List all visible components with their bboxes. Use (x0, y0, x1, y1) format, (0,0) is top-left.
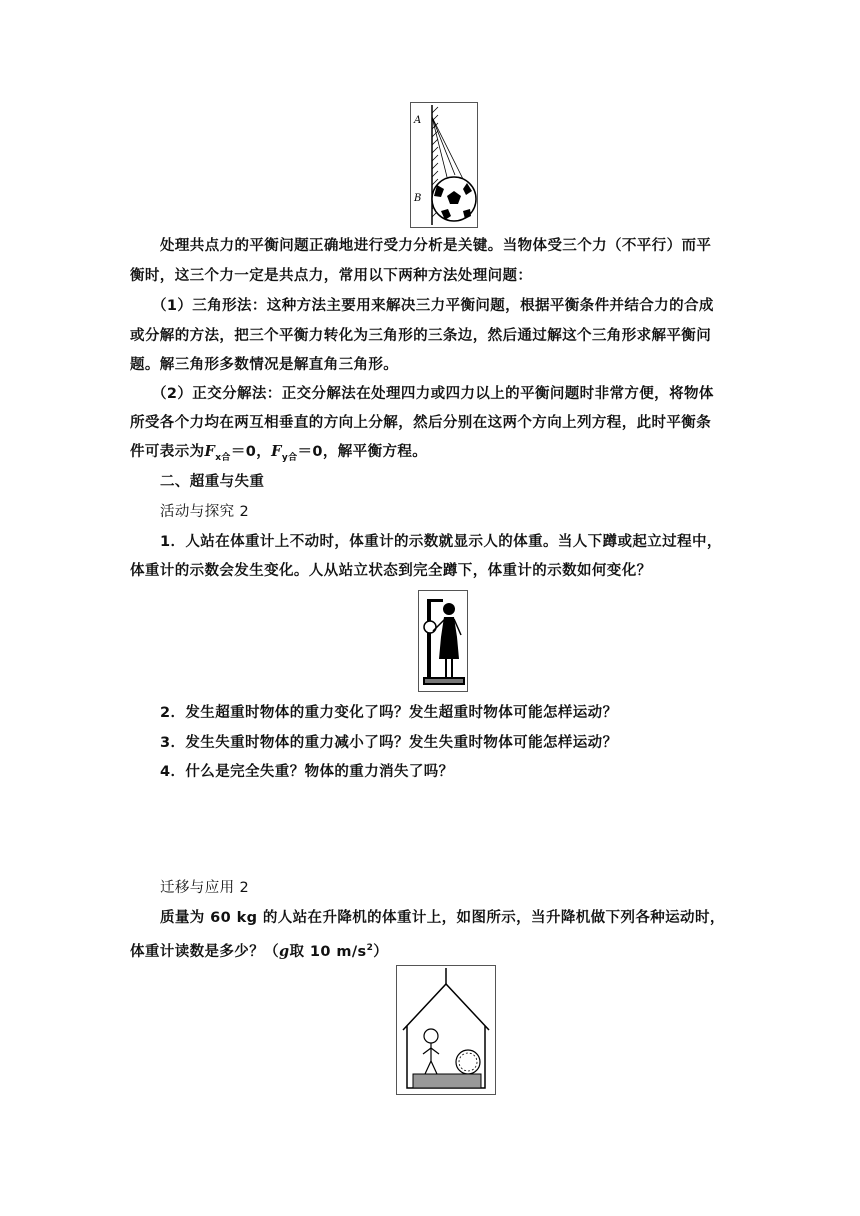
application-line: 质量为 60 kg 的人站在升降机的体重计上，如图所示，当升降机做下列各种运动时， (160, 910, 725, 926)
paragraph-line: （2）正交分解法：正交分解法在处理四力或四力以上的平衡问题时非常方便，将物体 (152, 386, 714, 402)
paragraph-line: 或分解的方法，把三个平衡力转化为三角形的三条边，然后通过解这个三角形求解平衡问 (130, 328, 712, 344)
paragraph-line: 所受各个力均在两互相垂直的方向上分解，然后分别在这两个方向上列方程，此时平衡条 (130, 415, 712, 431)
application-heading: 迁移与应用 2 (160, 880, 250, 896)
equation-prefix: 件可表示为 (130, 444, 205, 460)
figure-ball-on-wall (410, 102, 478, 228)
label-a: A (414, 115, 422, 126)
person-scale-illustration (419, 591, 467, 691)
paragraph-line-equation (130, 442, 427, 468)
activity-heading: 活动与探究 2 (160, 504, 250, 520)
force-symbol-fy: F (271, 443, 282, 460)
elevator-illustration (397, 966, 495, 1094)
text-part: 取 10 m/s (289, 943, 367, 960)
paragraph-line: 题。解三角形多数情况是解直角三角形。 (130, 357, 399, 373)
text-part: 体重计读数是多少？（ (130, 943, 279, 960)
subscript-y: y合 (281, 452, 298, 463)
paragraph-line: 处理共点力的平衡问题正确地进行受力分析是关键。当物体受三个力（不平行）而平 (160, 238, 712, 254)
paragraph-line: 衡时，这三个力一定是共点力，常用以下两种方法处理问题： (130, 268, 533, 284)
question-line: 体重计的示数会发生变化。人从站立状态到完全蹲下，体重计的示数如何变化？ (130, 563, 652, 579)
question-line: 3．发生失重时物体的重力减小了吗？发生失重时物体可能怎样运动？ (160, 735, 618, 751)
equation-part: ＝0，解平衡方程。 (297, 444, 428, 460)
figure-elevator (396, 965, 496, 1095)
label-b: B (414, 193, 422, 204)
ball-wall-illustration (411, 103, 477, 227)
section-heading: 二、超重与失重 (160, 474, 265, 490)
superscript: 2 (366, 943, 374, 953)
figure-person-on-scale (418, 590, 468, 692)
application-line (130, 938, 388, 962)
paragraph-line: （1）三角形法：这种方法主要用来解决三力平衡问题，根据平衡条件并结合力的合成 (152, 298, 714, 314)
question-line: 1．人站在体重计上不动时，体重计的示数就显示人的体重。当人下蹲或起立过程中， (160, 534, 722, 550)
question-line: 2．发生超重时物体的重力变化了吗？发生超重时物体可能怎样运动？ (160, 705, 618, 721)
force-symbol-fx: F (204, 443, 216, 460)
equation-part: ＝0， (230, 444, 272, 460)
gravity-symbol: g (279, 942, 290, 960)
subscript-x: x合 (215, 452, 231, 463)
question-line: 4．什么是完全失重？物体的重力消失了吗？ (160, 764, 454, 780)
text-part: ） (373, 943, 389, 960)
